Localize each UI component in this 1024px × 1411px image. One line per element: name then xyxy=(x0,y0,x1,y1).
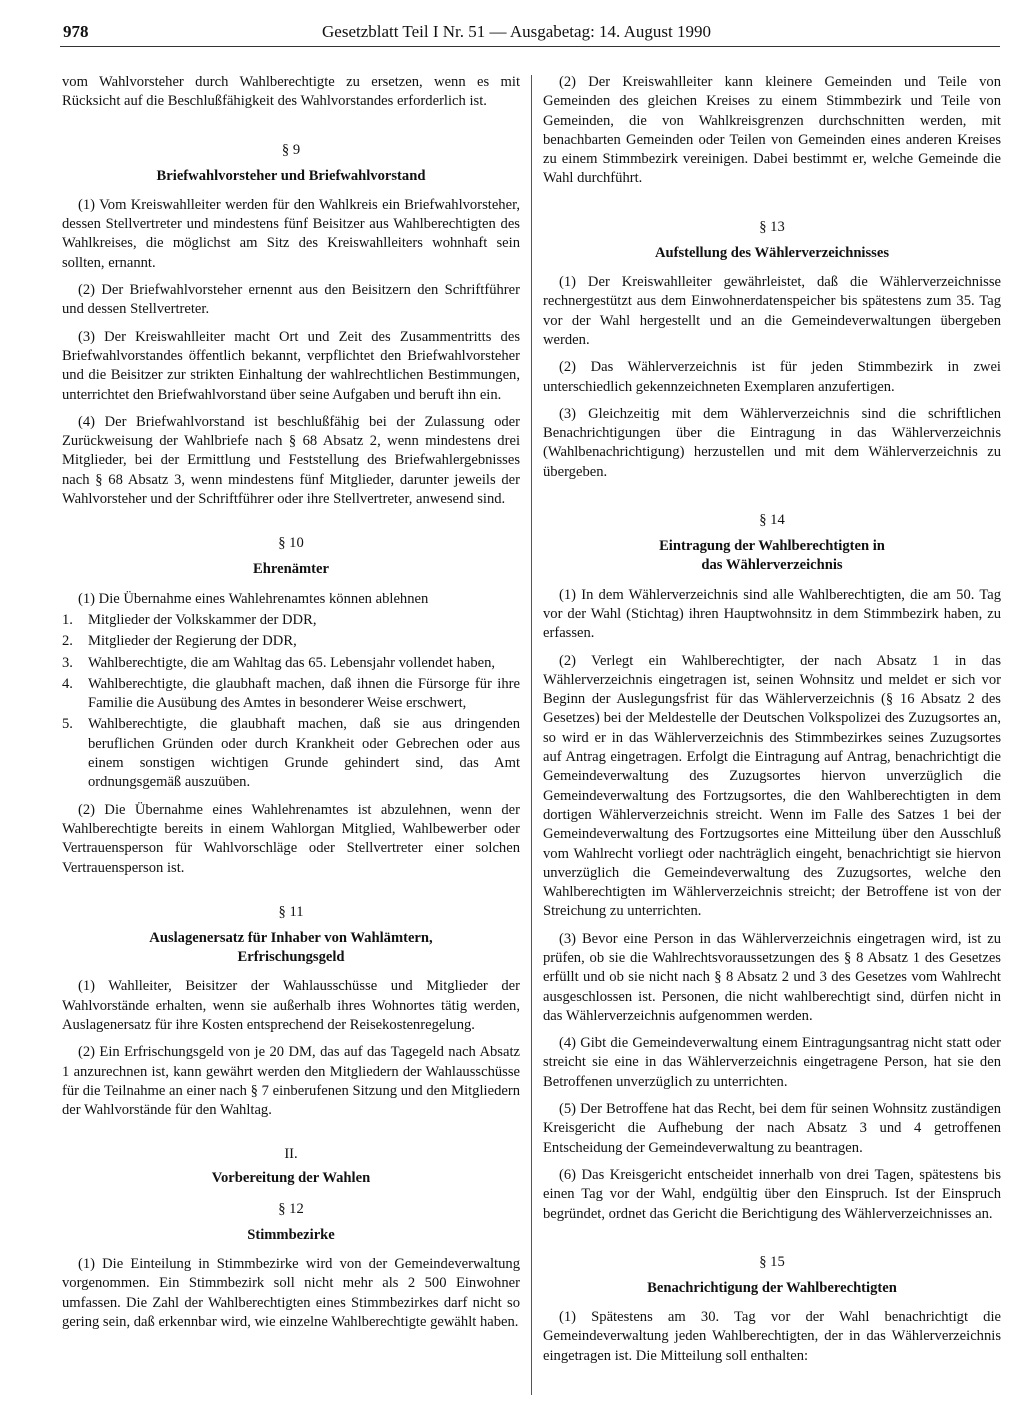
page-number: 978 xyxy=(63,22,89,41)
section-9-title: Briefwahlvorsteher und Briefwahlvorstand xyxy=(156,167,426,184)
section-11-title-line-2: Erfrischungsgeld xyxy=(237,949,345,966)
section-14-title-line-1: Eintragung der Wahlberechtigten in xyxy=(659,538,885,555)
section-9-number: § 9 xyxy=(281,141,301,158)
page-header xyxy=(0,22,1024,46)
section-12-para-2: (2) Der Kreiswahlleiter kann kleinere Gemeinden und Teile von Gemeinden des gleichen Kreises zu einem Stimmbezirk und Teile von Gemeinden, die von Wahlkreisgrenzen durchschnitten werden, mit benachbarten Gemeinden oder Teilen von Gemeinden eines anderen Kreises zu einem Stimmbezirk vereinigen. Dabei bestimmt er, welche Gemeinde die Wahl durchführt. xyxy=(543,74,1001,187)
section-10-lead: (1) Die Übernahme eines Wahlehrenamtes können ablehnen xyxy=(78,590,429,607)
section-11-para-2: (2) Ein Erfrischungsgeld von je 20 DM, das auf das Tagegeld nach Absatz 1 anzurechnen ist, kann gewährt werden den Mitgliedern der Wahlausschüsse für die Teilnahme an einer nach § 7 einberufenen Sitzung und den Mitgliedern der Wahlvorstände für den Wahltag. xyxy=(62,1044,520,1119)
section-9-para-2: (2) Der Briefwahlvorsteher ernennt aus den Beisitzern den Schriftführer und dessen Stellvertreter. xyxy=(62,282,520,318)
list-item: 5. Wahlberechtigte, die glaubhaft machen, daß sie aus dringenden beruflichen Gründen oder durch Krankheit oder Gebrechen oder aus einem sonstigen wichtigen Grunde gehindert sind, das Amt ordnungsgemäß auszuüben. xyxy=(62,716,520,791)
section-14-number: § 14 xyxy=(759,512,785,529)
running-title: Gesetzblatt Teil I Nr. 51 — Ausgabetag: 14. August 1990 xyxy=(322,22,711,41)
section-13-title: Aufstellung des Wählerverzeichnisses xyxy=(654,244,890,261)
section-11-title-line-1: Auslagenersatz für Inhaber von Wahlämtern, xyxy=(149,929,433,946)
section-13-number: § 13 xyxy=(759,218,785,235)
section-10-list xyxy=(62,611,520,793)
list-item: 4. Wahlberechtigte, die glaubhaft machen, daß ihnen die Fürsorge für ihre Familie die Ausübung des Amtes in besonderer Weise erschwert, xyxy=(62,675,520,712)
part-2-title: Vorbereitung der Wahlen xyxy=(211,1170,371,1187)
section-12-title: Stimmbezirke xyxy=(247,1226,335,1243)
left-column xyxy=(62,73,520,1340)
section-13-para-2: (2) Das Wählerverzeichnis ist für jeden Stimmbezirk in zwei unterschiedlich gekennzeichneten Exemplaren anzufertigen. xyxy=(543,359,1001,395)
section-15-para-1: (1) Spätestens am 30. Tag vor der Wahl benachrichtigt die Gemeindeverwaltung jeden Wahlberechtigten, der in das Wählerverzeichnis eingetragen ist. Die Mitteilung soll enthalten: xyxy=(543,1309,1001,1364)
section-14-para-2: (2) Verlegt ein Wahlberechtigter, der nach Absatz 1 in das Wählerverzeichnis eingetragen ist, seinen Wohnsitz und meldet er sich vor Beginn der Auslegungsfrist für das Wählerverzeichnis (§ 16 Absatz 2 des Gesetzes) bei der Meldestelle der Deutschen Volkspolizei des Zuzugsortes an, so wird er in das Wählerverzeichnis des Stimmbezirkes seines Zuzugsortes auf Antrag eingetragen. Erfolgt die Eintragung auf Antrag, benachrichtigt die Gemeindeverwaltung des Zuzugsortes hiervon unverzüglich die Gemeindeverwaltung des Fortzugsortes, die den Wahlberechtigten in dem dortigen Wählerverzeichnis streicht. Wenn im Falle des Satzes 1 bei der Gemeindeverwaltung des Fortzugsortes eine Mitteilung über den Ausschluß vom Wahlrecht vorliegt oder nachträglich eingeht, benachrichtigt sie hiervon unverzüglich die Gemeindeverwaltung des Zuzugsortes, welche den Wahlberechtigten im Wählerverzeichnis streicht; der Betroffene ist von der Streichung zu unterrichten. xyxy=(543,652,1001,920)
section-14-title-line-2: das Wählerverzeichnis xyxy=(701,557,843,574)
section-12-para-1: (1) Die Einteilung in Stimmbezirke wird von der Gemeindeverwaltung vorgenommen. Ein Stimmbezirk soll nicht mehr als 2 500 Einwohner umfassen. Die Zahl der Wahlberechtigten eines Stimmbezirkes darf nicht so gering sein, daß erkennbar wird, wie einzelne Wahlberechtigte gewählt haben. xyxy=(62,1256,520,1330)
header-rule xyxy=(60,46,1000,47)
section-10-title: Ehrenämter xyxy=(253,561,329,578)
section-14-para-5: (5) Der Betroffene hat das Recht, bei dem für seinen Wohnsitz zuständigen Kreisgericht die Aufhebung der nach Absatz 3 und 4 getroffenen Entscheidung der Gemeindeverwaltung zu beantragen. xyxy=(543,1101,1001,1156)
section-13-para-1: (1) Der Kreiswahlleiter gewährleistet, daß die Wählerverzeichnisse rechnergestützt aus dem Einwohnerdatenspeicher bis spätestens zum 35. Tag vor der Wahl hergestellt und an die Gemeindeverwaltungen übergeben werden. xyxy=(543,274,1001,348)
list-item: 3. Wahlberechtigte, die am Wahltag das 65. Lebensjahr vollendet haben, xyxy=(62,654,496,671)
section-14-para-4: (4) Gibt die Gemeindeverwaltung einem Eintragungsantrag nicht statt oder streicht sie eine in das Wählerverzeichnis eingetragene Person, hat sie den Betroffenen unverzüglich zu unterrichten. xyxy=(543,1035,1001,1090)
section-14-para-1: (1) In dem Wählerverzeichnis sind alle Wahlberechtigten, die am 50. Tag vor der Wahl (Stichtag) ihren Hauptwohnsitz in dem Stimmbezirk haben, zu erfassen. xyxy=(543,586,1001,642)
section-15-title: Benachrichtigung der Wahlberechtigten xyxy=(647,1279,897,1296)
section-10-para-2: (2) Die Übernahme eines Wahlehrenamtes ist abzulehnen, wenn der Wahlberechtigte bereits in einem Wahlorgan Mitglied, Wahlbewerber oder Vertrauensperson für Wahlvorschläge oder Stellvertreter einer solchen Vertrauensperson ist. xyxy=(62,801,520,876)
list-item: 2. Mitglieder der Regierung der DDR, xyxy=(62,633,297,650)
list-item: 1. Mitglieder der Volkskammer der DDR, xyxy=(62,611,317,628)
section-14-para-6: (6) Das Kreisgericht entscheidet innerhalb von drei Tagen, spätestens bis einen Tag vor der Wahl, endgültig über den Einspruch. Ist der Einspruch begründet, ordnet das Gericht die Berichtigung des Wählerverzeichnisses an. xyxy=(543,1166,1001,1222)
part-2-number: II. xyxy=(284,1146,298,1163)
right-column xyxy=(543,73,1001,1374)
intro-paragraph: vom Wahlvorsteher durch Wahlberechtigte zu ersetzen, wenn es mit Rücksicht auf die Beschlußfähigkeit des Wahlvorstandes erforderlich ist. xyxy=(62,74,520,110)
section-9-para-1: (1) Vom Kreiswahlleiter werden für den Wahlkreis ein Briefwahlvorsteher, dessen Stellvertreter und mindestens fünf Beisitzer aus Wahlberechtigten des Wahlkreises, die möglichst am Sitz des Kreiswahlleiters wohnhaft sein sollten, ernannt. xyxy=(62,196,520,271)
section-14-para-3: (3) Bevor eine Person in das Wählerverzeichnis eingetragen wird, ist zu prüfen, ob sie die Wahlrechtsvoraussetzungen des § 8 Absatz 1 des Gesetzes erfüllt und ob sie nicht nach § 8 Absatz 2 und 3 des Gesetzes vom Wahlrecht ausgeschlossen ist. Personen, die nicht wahlberechtigt sind, dürfen nicht in das Wählerverzeichnis aufgenommen werden. xyxy=(543,930,1001,1024)
section-15-number: § 15 xyxy=(759,1253,785,1270)
section-11-number: § 11 xyxy=(278,903,304,920)
section-11-title xyxy=(62,929,520,968)
section-13-para-3: (3) Gleichzeitig mit dem Wählerverzeichnis sind die schriftlichen Benachrichtigungen über die Eintragung in das Wählerverzeichnis (Wahlbenachrichtigung) herzustellen und mit dem Wählerverzeichnis zu übergeben. xyxy=(543,405,1001,480)
section-11-para-1: (1) Wahlleiter, Beisitzer der Wahlausschüsse und Mitglieder der Wahlvorstände erhalten, wenn sie außerhalb ihres Wohnortes tätig werden, Auslagenersatz für ihre Kosten entsprechend der Reisekostenregelung. xyxy=(62,978,520,1033)
column-divider xyxy=(531,75,532,1395)
section-14-title xyxy=(543,537,1001,576)
section-12-number: § 12 xyxy=(278,1200,304,1217)
section-10-number: § 10 xyxy=(278,535,304,552)
section-9-para-3: (3) Der Kreiswahlleiter macht Ort und Zeit des Zusammentritts des Briefwahlvorstandes öffentlich bekannt, verpflichtet den Briefwahlvorsteher und die Beisitzer zur strikten Einhaltung der wahlrechtlichen Bestimmungen, unterrichtet den Briefwahlvorstand über seine Aufgaben und beruft ihn ein. xyxy=(62,328,520,403)
section-9-para-4: (4) Der Briefwahlvorstand ist beschlußfähig bei der Zulassung oder Zurückweisung der Wahlbriefe nach § 68 Absatz 2, wenn mindestens drei Mitglieder, bei der Ermittlung und Feststellung des Briefwahlergebnisses nach § 68 Absatz 3, wenn mindestens fünf Mitglieder, darunter jeweils der Wahlvorsteher und der Schriftführer oder ihre Stellvertreter, anwesend sind. xyxy=(62,413,520,508)
